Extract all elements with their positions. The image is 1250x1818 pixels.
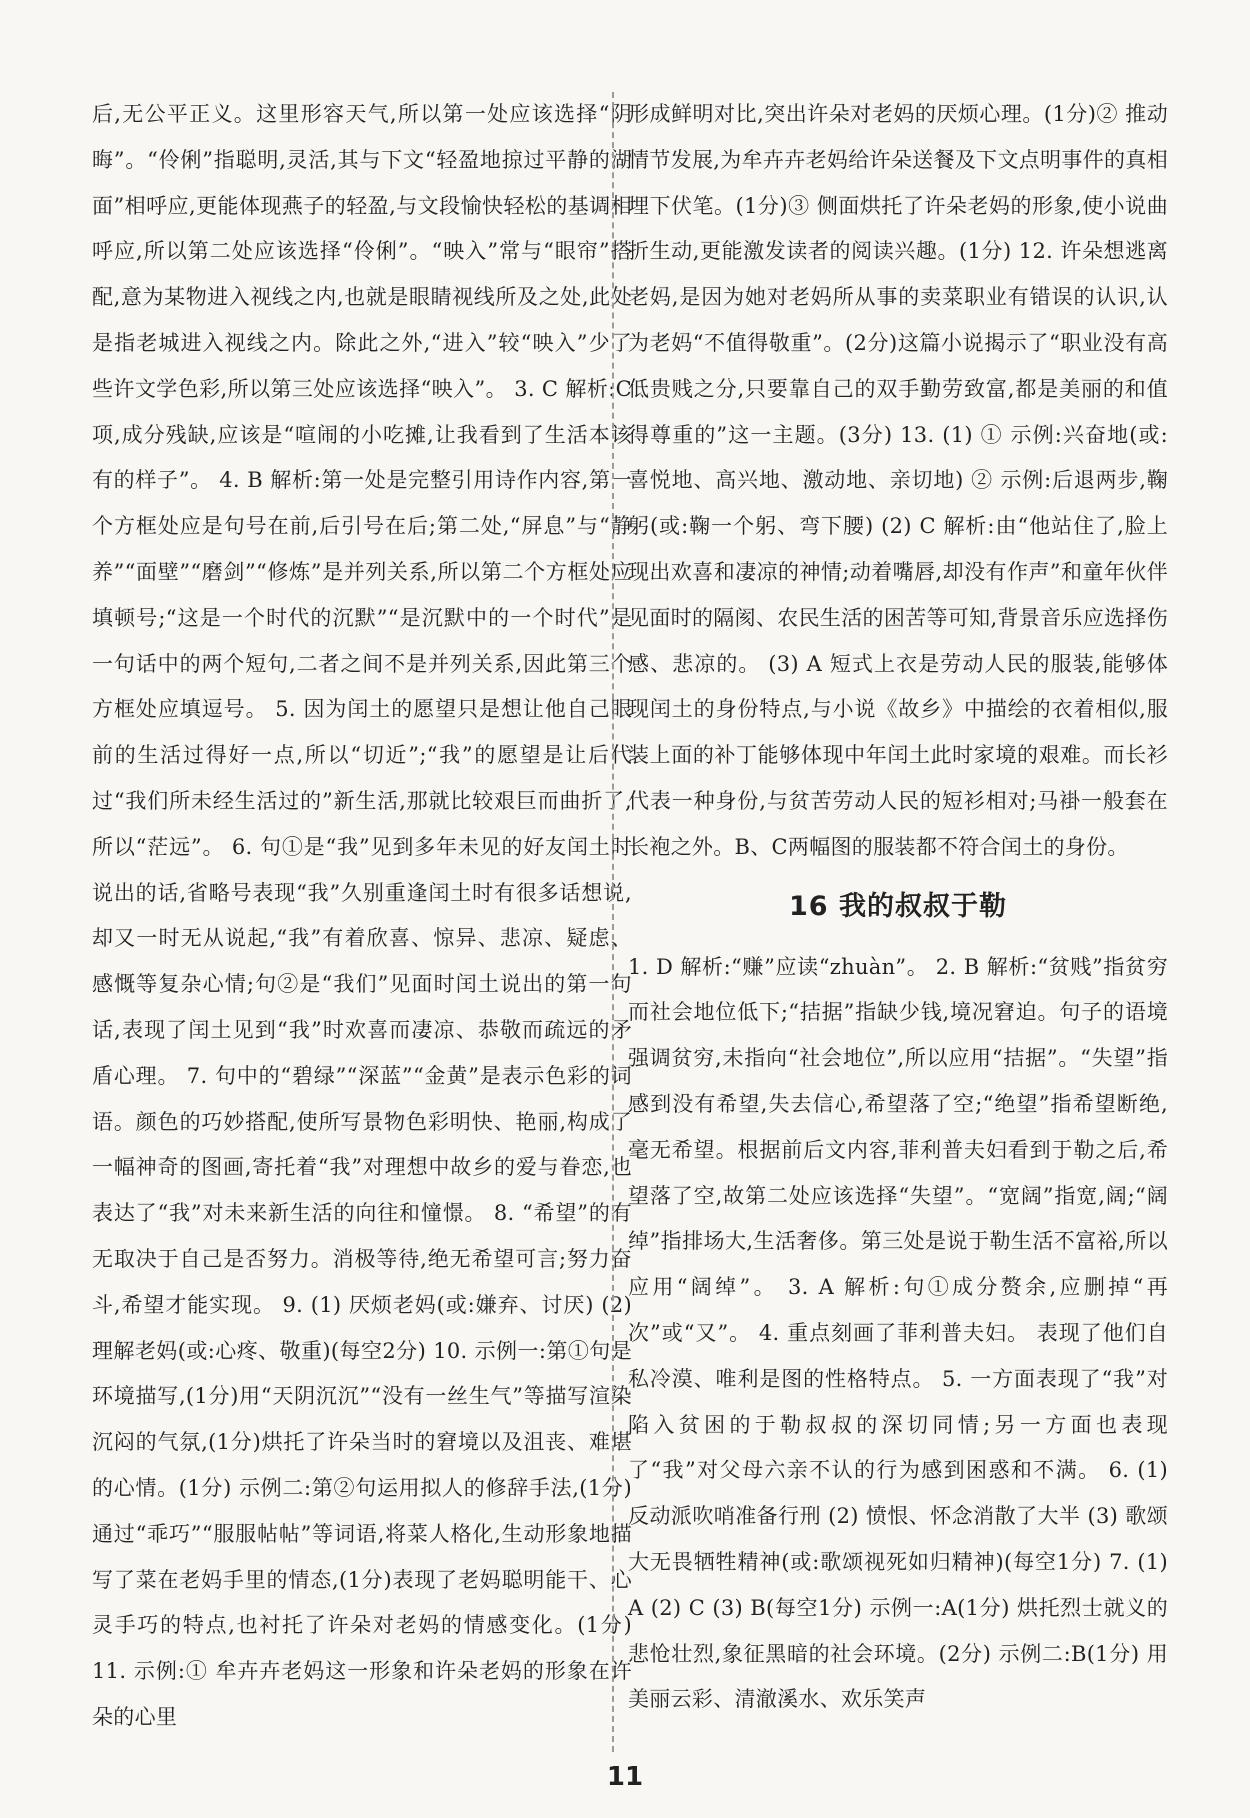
answer-text-right-bottom: 1. D 解析:“赚”应读“zhuàn”。 2. B 解析:“贫贱”指贫穷而社会地位低下;“拮据”指缺少钱,境况窘迫。句子的语境强调贫穷,未指向“社会地位”,所以应用“拮据”。“失望”指感到没有希望,失去信心,希望落了空;“绝望”指希望断绝,毫无希望。根据前后文内容,菲利普夫妇看到于勒之后,希望落了空,故第二处应该选择“失望”。“宽阔”指宽,阔;“阔绰”指排场大,生活奢侈。第三处是说于勒生活不富裕,所以应用“阔绰”。 3. A 解析:句①成分赘余,应删掉“再次”或“又”。 4. 重点刻画了菲利普夫妇。 表现了他们自私冷漠、唯利是图的性格特点。 5. 一方面表现了“我”对陷入贫困的于勒叔叔的深切同情;另一方面也表现了“我”对父母六亲不认的行为感到困惑和不满。 6. (1) 反动派吹哨准备行刑 (2) 愤恨、怀念消散了大半 (3) 歌颂大无畏牺牲精神(或:歌颂视死如归精神)(每空1分) 7. (1) A (2) C (3) B(每空1分) 示例一:A(1分) 烘托烈士就义的悲怆壮烈,象征黑暗的社会环境。(2分) 示例二:B(1分) 用美丽云彩、清澈溪水、欢乐笑声 (628, 954, 1168, 1712)
answer-text-right-top: 形成鲜明对比,突出许朵对老妈的厌烦心理。(1分)② 推动情节发展,为牟卉卉老妈给许朵送餐及下文点明事件的真相埋下伏笔。(1分)③ 侧面烘托了许朵老妈的形象,使小说曲折生动,更能激发读者的阅读兴趣。(1分) 12. 许朵想逃离老妈,是因为她对老妈所从事的卖菜职业有错误的认识,认为老妈“不值得敬重”。(2分)这篇小说揭示了“职业没有高低贵贱之分,只要靠自己的双手勤劳致富,都是美丽的和值得尊重的”这一主题。(3分) 13. (1) ① 示例:兴奋地(或:喜悦地、高兴地、激动地、亲切地) ② 示例:后退两步,鞠躬(或:鞠一个躬、弯下腰) (2) C 解析:由“他站住了,脸上现出欢喜和凄凉的神情;动着嘴唇,却没有作声”和童年伙伴见面时的隔阂、农民生活的困苦等可知,背景音乐应选择伤感、悲凉的。 (3) A 短式上衣是劳动人民的服装,能够体现闰土的身份特点,与小说《故乡》中描绘的衣着相似,服装上面的补丁能够体现中年闰土此时家境的艰难。而长衫代表一种身份,与贫苦劳动人民的短衫相对;马褂一般套在长袍之外。B、C两幅图的服装都不符合闰土的身份。 (628, 102, 1168, 859)
left-column (92, 92, 632, 1741)
right-column (628, 92, 1168, 1723)
column-divider (612, 92, 614, 1752)
section-title: 16 我的叔叔于勒 (789, 890, 1007, 922)
answer-text-left: 后,无公平正义。这里形容天气,所以第一处应该选择“阴晦”。“伶俐”指聪明,灵活,其与下文“轻盈地掠过平静的湖面”相呼应,更能体现燕子的轻盈,与文段愉快轻松的基调相呼应,所以第二处应该选择“伶俐”。“映入”常与“眼帘”搭配,意为某物进入视线之内,也就是眼睛视线所及之处,此处是指老城进入视线之内。除此之外,“进入”较“映入”少了些许文学色彩,所以第三处应该选择“映入”。 3. C 解析:C项,成分残缺,应该是“喧闹的小吃摊,让我看到了生活本该有的样子”。 4. B 解析:第一处是完整引用诗作内容,第一个方框处应是句号在前,后引号在后;第二处,“屏息”与“静养”“面壁”“磨剑”“修炼”是并列关系,所以第二个方框处应填顿号;“这是一个时代的沉默”“是沉默中的一个时代”是一句话中的两个短句,二者之间不是并列关系,因此第三个方框处应填逗号。 5. 因为闰土的愿望只是想让他自己眼前的生活过得好一点,所以“切近”;“我”的愿望是让后代过“我们所未经生活过的”新生活,那就比较艰巨而曲折了,所以“茫远”。 6. 句①是“我”见到多年未见的好友闰土时说出的话,省略号表现“我”久别重逢闰土时有很多话想说,却又一时无从说起,“我”有着欣喜、惊异、悲凉、疑虑、感慨等复杂心情;句②是“我们”见面时闰土说出的第一句话,表现了闰土见到“我”时欢喜而凄凉、恭敬而疏远的矛盾心理。 7. 句中的“碧绿”“深蓝”“金黄”是表示色彩的词语。颜色的巧妙搭配,使所写景物色彩明快、艳丽,构成了一幅神奇的图画,寄托着“我”对理想中故乡的爱与眷恋,也表达了“我”对未来新生活的向往和憧憬。 8. “希望”的有无取决于自己是否努力。消极等待,绝无希望可言;努力奋斗,希望才能实现。 9. (1) 厌烦老妈(或:嫌弃、讨厌) (2) 理解老妈(或:心疼、敬重)(每空2分) 10. 示例一:第①句是环境描写,(1分)用“天阴沉沉”“没有一丝生气”等描写渲染沉闷的气氛,(1分)烘托了许朵当时的窘境以及沮丧、难堪的心情。(1分) 示例二:第②句运用拟人的修辞手法,(1分)通过“乖巧”“服服帖帖”等词语,将菜人格化,生动形象地描写了菜在老妈手里的情态,(1分)表现了老妈聪明能干、心灵手巧的特点,也衬托了许朵对老妈的情感变化。(1分) 11. 示例:① 牟卉卉老妈这一形象和许朵老妈的形象在许朵的心里 (92, 102, 632, 1729)
page-number: 11 (606, 1762, 644, 1792)
